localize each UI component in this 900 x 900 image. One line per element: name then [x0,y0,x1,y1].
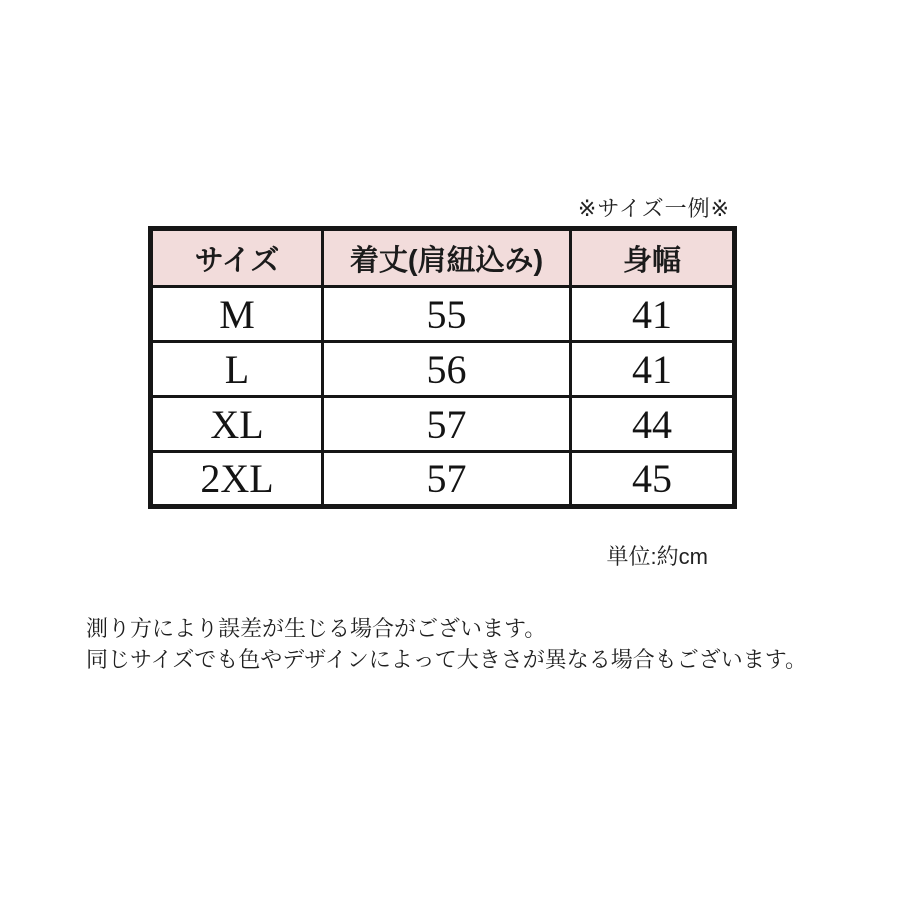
length-cell: 56 [323,342,571,397]
size-example-note: ※サイズ一例※ [577,196,730,221]
length-cell: 55 [323,287,571,342]
size-cell: 2XL [151,452,323,507]
footnote-line-2: 同じサイズでも色やデザインによって大きさが異なる場合もございます。 [86,647,807,672]
table-row [151,287,735,342]
col-header-length: 着丈(肩紐込み) [323,229,571,287]
col-header-size: サイズ [151,229,323,287]
width-cell: 41 [571,342,735,397]
table-row [151,397,735,452]
width-cell: 45 [571,452,735,507]
footnote-line-1: 測り方により誤差が生じる場合がございます。 [86,616,547,641]
width-cell: 41 [571,287,735,342]
width-cell: 44 [571,397,735,452]
table-row [151,452,735,507]
table-header-row [151,229,735,287]
length-cell: 57 [323,397,571,452]
size-chart-table [148,226,737,509]
footnotes [86,613,807,675]
size-cell: M [151,287,323,342]
unit-note: 単位:約cm [606,544,708,569]
table-row [151,342,735,397]
size-chart-table-container [148,226,737,509]
size-cell: XL [151,397,323,452]
size-cell: L [151,342,323,397]
length-cell: 57 [323,452,571,507]
col-header-width: 身幅 [571,229,735,287]
